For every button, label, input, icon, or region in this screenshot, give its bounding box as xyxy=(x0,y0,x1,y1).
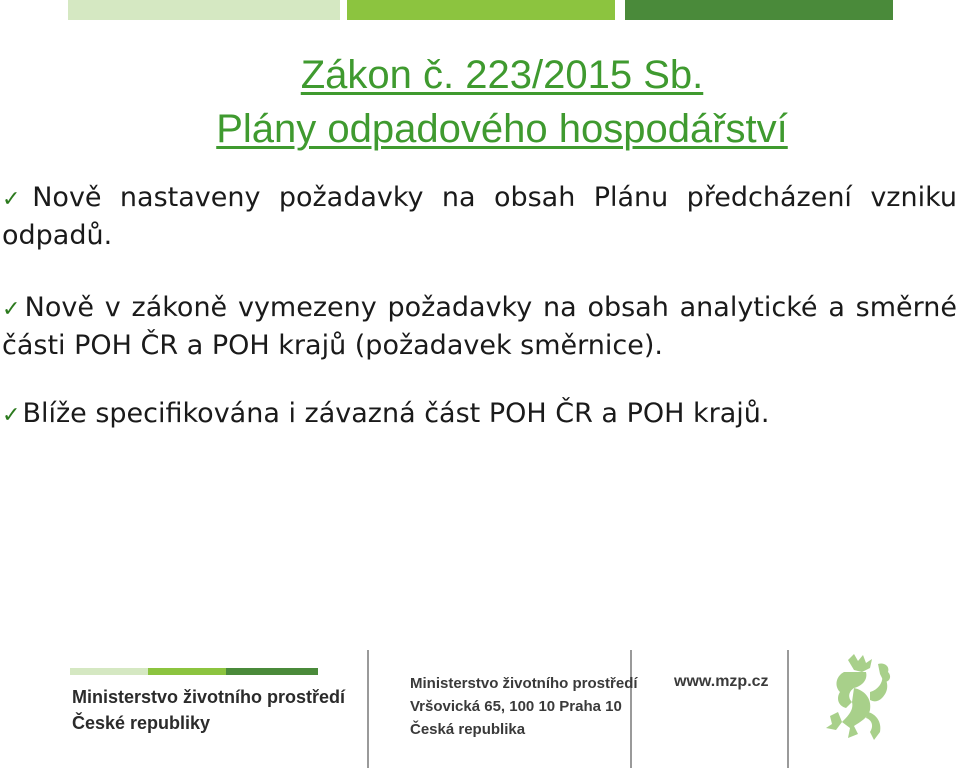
top-bar-dark xyxy=(625,0,893,20)
checkmark-icon: ✓ xyxy=(2,187,31,212)
bullet-text: Nově v zákoně vymezeny požadavky na obsah analytické a směrné části POH ČR a POH krajů (požadavek směrnice). xyxy=(2,292,957,361)
top-bar-mid xyxy=(347,0,615,20)
checkmark-icon: ✓ xyxy=(2,297,23,322)
footer-divider xyxy=(787,650,789,768)
address-line-1: Ministerstvo životního prostředí xyxy=(410,675,638,692)
address-line-3: Česká republika xyxy=(410,721,526,738)
czech-lion-icon xyxy=(818,652,898,744)
footer-bar-dark xyxy=(226,668,318,675)
address-line-2: Vršovická 65, 100 10 Praha 10 xyxy=(410,698,622,715)
slide-title: Zákon č. 223/2015 Sb. xyxy=(300,53,704,97)
ministry-line-2: České republiky xyxy=(72,713,211,733)
footer-divider xyxy=(367,650,369,768)
ministry-address xyxy=(410,672,638,741)
footer-bar-mid xyxy=(148,668,226,675)
bullet-text: Nově nastaveny požadavky na obsah Plánu předcházení vzniku odpadů. xyxy=(2,182,957,251)
ministry-line-1: Ministerstvo životního prostředí xyxy=(72,687,346,707)
website-link[interactable]: www.mzp.cz xyxy=(674,673,769,690)
bullet-item xyxy=(2,290,957,364)
top-bar-light xyxy=(68,0,340,20)
footer-bar-light xyxy=(70,668,148,675)
slide-subtitle: Plány odpadového hospodářství xyxy=(216,107,788,151)
bullet-item xyxy=(2,396,957,434)
checkmark-icon: ✓ xyxy=(2,403,21,428)
ministry-name xyxy=(72,684,345,736)
bullet-text: Blíže specifikována i závazná část POH ČR a POH krajů. xyxy=(22,398,770,429)
bullet-item xyxy=(2,180,957,254)
